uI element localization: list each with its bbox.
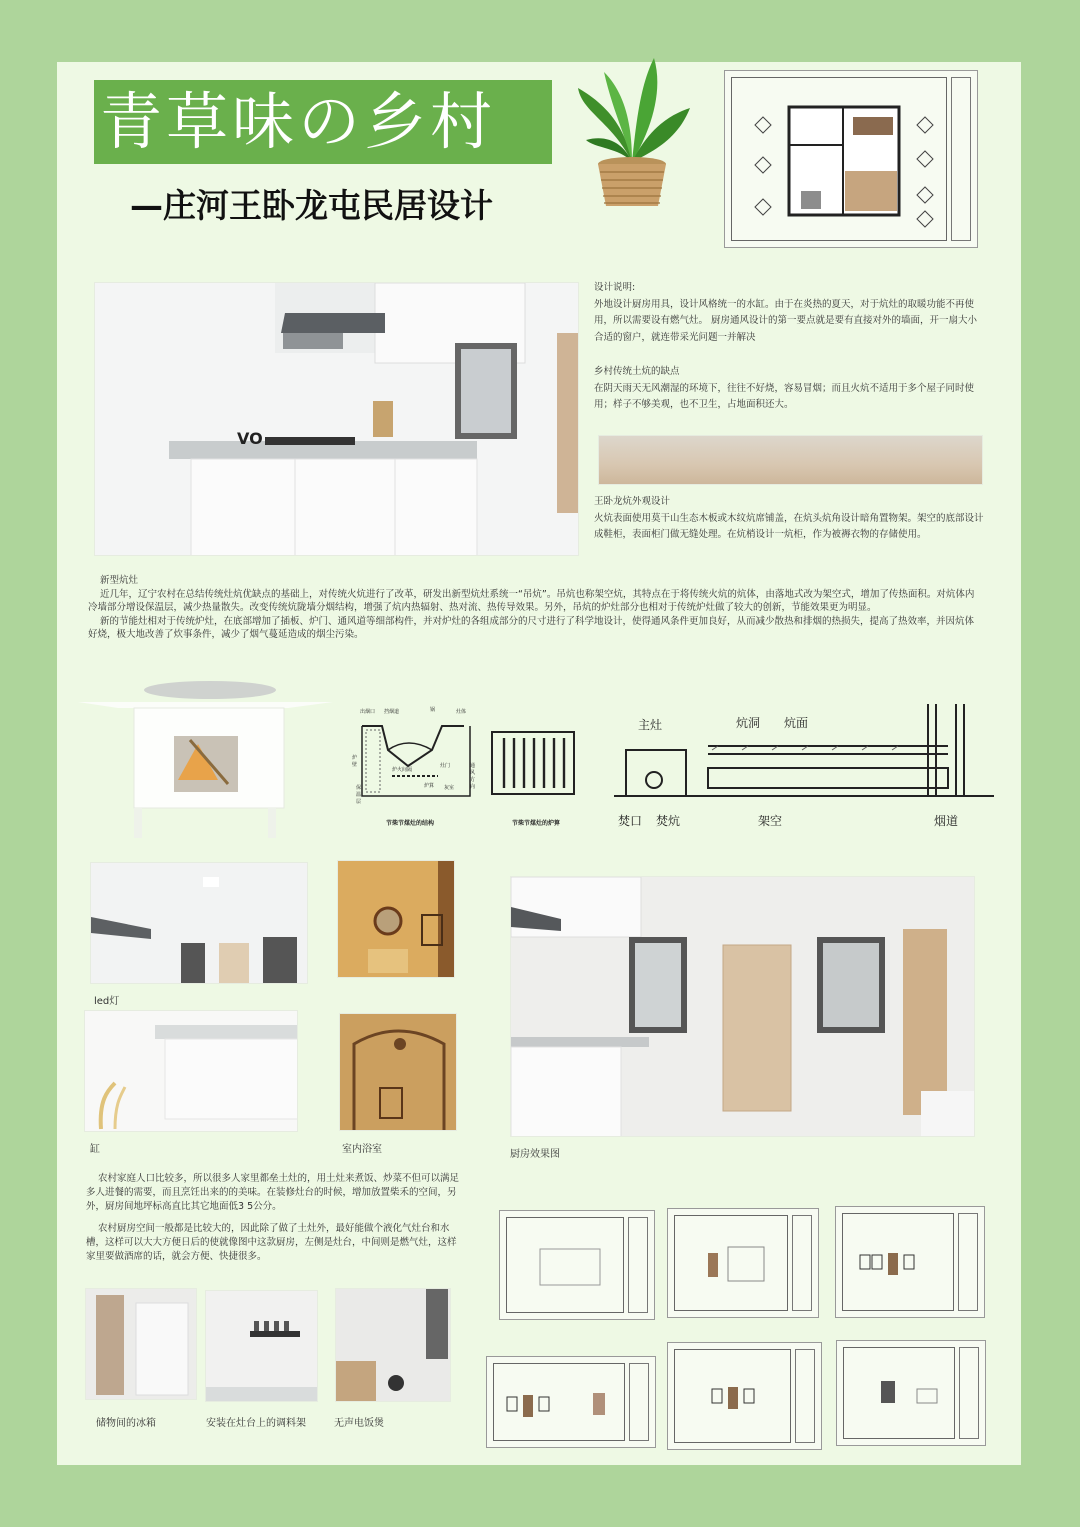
stove-label-door: 灶门 (440, 763, 451, 769)
new-kang-heading: 新型炕灶 (100, 575, 139, 586)
new-kang-para2: 新的节能灶相对于传统炉灶，在底部增加了插板、炉门、通风道等细部构件，并对炉灶的各组成部分的尺寸进行了科学地设计，使得通风条件更加良好，从而减少散热和排烟的热损失，提高了热效率，并因炕体好烧，极大地改善了炊事条件，减少了烟气蔓延造成的烟尘污染。 (88, 615, 975, 640)
caption-vat: 缸 (90, 1144, 100, 1155)
kang-defects-body: 在阴天雨天无风潮湿的环境下，往往不好烧，容易冒烟；而且火炕不适用于多个屋子同时使用；样子不够美观，也不卫生，占地面积还大。 (594, 382, 975, 410)
spice-rack-photo (205, 1290, 318, 1402)
stove-label-pot: 锅 (430, 707, 436, 713)
stove-label-insulation: 保温层 (356, 785, 362, 805)
kang-section-diagram (612, 700, 996, 832)
washbasin-photo (337, 860, 455, 978)
caption-led: led灯 (94, 996, 120, 1007)
caption-rice-cooker: 无声电饭煲 (334, 1418, 384, 1429)
stove-label-fire-gap: 炉火间隔 (392, 767, 413, 773)
stove-structure-diagram (352, 706, 480, 830)
fridge-storage-photo (85, 1288, 197, 1400)
caption-bathroom: 室内浴室 (342, 1144, 382, 1155)
stove-label-grate: 炉算 (424, 783, 435, 789)
stove-label-airflow: 通风方向 (470, 763, 476, 790)
water-vat-photo (84, 1010, 298, 1132)
stove-caption: 节柴节煤灶的结构 (386, 820, 435, 827)
stove-label-flue: 挡烟道 (384, 709, 400, 715)
new-kang-section (88, 574, 980, 642)
potted-plant-image (572, 52, 692, 214)
kang-exterior-body: 火炕表面使用莫干山生态木板或木纹炕席铺盖，在炕头炕角设计暗角置物架。架空的底部设计成鞋柜，表面柜门做无缝处理。在炕梢设计一炕柜，作为被褥衣物的存储使用。 (594, 512, 984, 540)
design-notes-body: 外地设计厨房用具，设计风格统一的水缸。由于在炎热的夏天，对于炕灶的取暖功能不再使用，所以需要设有燃气灶。 厨房通风设计的第一要点就是要有直接对外的墙面，开一扇大小合适的窗户，就连带采光问题一并解决 (594, 298, 978, 343)
kitchen-effect-render (510, 876, 975, 1137)
led-light-photo (90, 862, 308, 984)
kang-label-surface: 炕面 (784, 716, 809, 730)
grate-caption: 节柴节煤灶的炉箅 (512, 820, 561, 827)
elevation-drawing-3 (835, 1206, 985, 1318)
grate-diagram (488, 726, 578, 830)
new-kang-para1: 近几年，辽宁农村在总结传统灶炕优缺点的基础上，对传统火炕进行了改革，研发出新型炕灶系统一“吊炕”。吊炕也称架空炕，其特点在于将传统火炕的炕体，由落地式改为架空式，增加了传热面积。对炕体内冷墙部分增设保温层，减少热量散失。改变传统炕陇墙分烟结构，增强了炕内热辐射、热对流、热传导效果。另外，吊炕的炉灶部分也相对于传统炉灶做了较大的创新，节能效果更为明显。 (88, 588, 975, 613)
kang-label-chimney: 烟道 (934, 814, 959, 828)
kitchen-text-para2: 农村厨房空间一般都是比较大的，因此除了做了土灶外，最好能做个液化气灶台和水槽，这样可以大大方便日后的使就像图中这款厨房，左侧是灶台，中间则是燃气灶，这样家里要做酒席的话，就会方便、快捷很多。 (86, 1223, 457, 1262)
page-title: 青草味の乡村 (100, 85, 497, 158)
kang-defects-heading: 乡村传统土炕的缺点 (594, 366, 680, 377)
stove-label-body: 灶体 (456, 709, 467, 715)
kitchen-text (86, 1172, 462, 1264)
kang-exterior-heading: 王卧龙炕外观设计 (594, 496, 671, 507)
rice-cooker-photo (335, 1288, 451, 1402)
kang-label-fire-mouth: 焚口 (618, 814, 643, 828)
caption-spice-rack: 安装在灶台上的调料架 (206, 1418, 306, 1429)
stove-label-outlet: 出烟口 (360, 709, 376, 715)
kang-label-flue-hole: 炕洞 (736, 716, 761, 730)
kitchen-text-para1: 农村家庭人口比较多，所以很多人家里都垒土灶的，用土灶来煮饭、炒菜不但可以满足多人进餐的需要，而且烹饪出来的的美味。在装修灶台的时候，增加放置柴禾的空间，另外，厨房间地坪标高直比其它地面低3 5公分。 (86, 1173, 460, 1212)
kang-defects (594, 364, 984, 414)
design-notes (594, 280, 984, 346)
kang-exterior (594, 494, 984, 544)
stove-label-wall: 炉壁 (352, 755, 358, 768)
floor-plan-drawing (724, 70, 978, 248)
elevation-drawing-6 (836, 1340, 986, 1446)
design-notes-heading: 设计说明: (594, 282, 636, 293)
caption-fridge: 储物间的冰箱 (96, 1418, 156, 1429)
kang-surface-photo (598, 435, 983, 485)
page-subtitle: —庄河王卧龙屯民居设计 (130, 186, 493, 225)
shower-photo (339, 1013, 457, 1131)
kang-label-burn-kang: 焚炕 (656, 814, 681, 828)
caption-kitchen-effect: 厨房效果图 (510, 1149, 560, 1160)
kang-label-elevated: 架空 (758, 814, 783, 828)
elevation-drawing-4 (486, 1356, 656, 1448)
stove-label-ash: 灰室 (444, 785, 455, 791)
elevation-drawing-2 (667, 1208, 819, 1318)
elevation-drawing-1 (499, 1210, 655, 1320)
vo-logo: VO (237, 429, 263, 448)
stove-render (78, 680, 333, 840)
elevation-drawing-5 (667, 1342, 822, 1450)
kang-label-main-stove: 主灶 (638, 718, 663, 732)
kitchen-render-main (94, 282, 579, 556)
